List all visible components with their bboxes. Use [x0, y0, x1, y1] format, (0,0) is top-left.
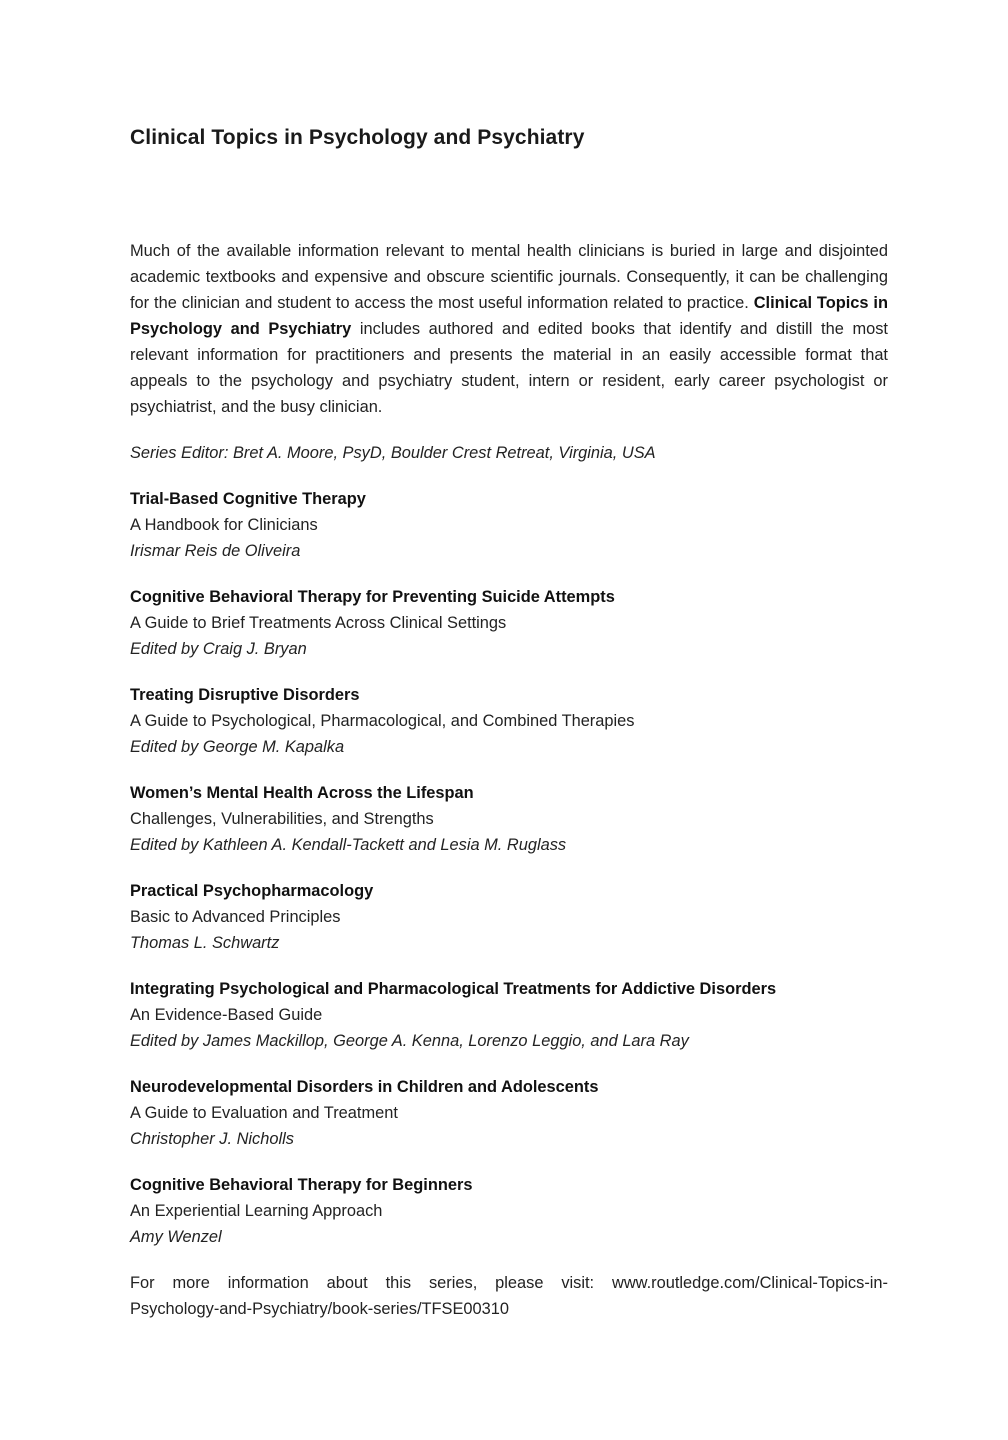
book-title: Women’s Mental Health Across the Lifespan — [130, 784, 474, 802]
book-entry — [130, 1172, 888, 1250]
book-title: Integrating Psychological and Pharmacological Treatments for Addictive Disorders — [130, 980, 777, 998]
book-author: Edited by Kathleen A. Kendall-Tackett and Lesia M. Ruglass — [130, 836, 567, 854]
book-entry — [130, 878, 888, 956]
book-entry — [130, 976, 888, 1054]
book-title: Cognitive Behavioral Therapy for Beginners — [130, 1176, 473, 1194]
book-author: Edited by George M. Kapalka — [130, 738, 345, 756]
book-subtitle: An Evidence-Based Guide — [130, 1006, 323, 1024]
book-entry — [130, 486, 888, 564]
book-author: Edited by James Mackillop, George A. Kenna, Lorenzo Leggio, and Lara Ray — [130, 1032, 689, 1050]
book-author: Christopher J. Nicholls — [130, 1130, 294, 1148]
book-entry — [130, 1074, 888, 1152]
book-author: Edited by Craig J. Bryan — [130, 640, 307, 658]
intro-series-name: Clinical Topics in Psychology and Psychiatry — [130, 294, 889, 338]
book-subtitle: A Guide to Brief Treatments Across Clinical Settings — [130, 614, 507, 632]
book-subtitle: A Guide to Evaluation and Treatment — [130, 1104, 398, 1122]
book-subtitle: Basic to Advanced Principles — [130, 908, 341, 926]
more-info-line-2: Psychology-and-Psychiatry/book-series/TFSE00310 — [130, 1300, 509, 1318]
book-title: Trial-Based Cognitive Therapy — [130, 490, 366, 508]
book-subtitle: A Handbook for Clinicians — [130, 516, 318, 534]
book-author: Thomas L. Schwartz — [130, 934, 280, 952]
book-subtitle: Challenges, Vulnerabilities, and Strengths — [130, 810, 434, 828]
book-entry — [130, 682, 888, 760]
more-info-line-1: For more information about this series, please visit: www.routledge.com/Clinical-Topics-in- — [130, 1274, 888, 1292]
book-entry — [130, 584, 888, 662]
book-title: Treating Disruptive Disorders — [130, 686, 360, 704]
book-title: Neurodevelopmental Disorders in Children and Adolescents — [130, 1078, 599, 1096]
series-more-info — [130, 1270, 888, 1322]
book-title: Cognitive Behavioral Therapy for Preventing Suicide Attempts — [130, 588, 615, 606]
book-author: Amy Wenzel — [130, 1228, 222, 1246]
book-author: Irismar Reis de Oliveira — [130, 542, 301, 560]
book-title: Practical Psychopharmacology — [130, 882, 374, 900]
intro-text-before: Much of the available information relevant to mental health clinicians is buried in large and disjointed academic textbooks and expensive and obscure scientific journals. Consequently, it can be challenging for the clinician and student to access the most useful information related to practice. — [130, 242, 888, 312]
series-description — [130, 238, 888, 420]
book-subtitle: A Guide to Psychological, Pharmacological, and Combined Therapies — [130, 712, 635, 730]
intro-text-after: includes authored and edited books that identify and distill the most relevant information for practitioners and presents the material in an easily accessible format that appeals to the psychology and psychiatry student, intern or resident, early career psychologist or psychiatrist, and the busy clinician. — [130, 320, 888, 416]
book-list — [130, 486, 888, 1270]
series-title: Clinical Topics in Psychology and Psychiatry — [130, 126, 585, 149]
series-editor: Series Editor: Bret A. Moore, PsyD, Boulder Crest Retreat, Virginia, USA — [130, 444, 656, 462]
book-subtitle: An Experiential Learning Approach — [130, 1202, 383, 1220]
book-entry — [130, 780, 888, 858]
